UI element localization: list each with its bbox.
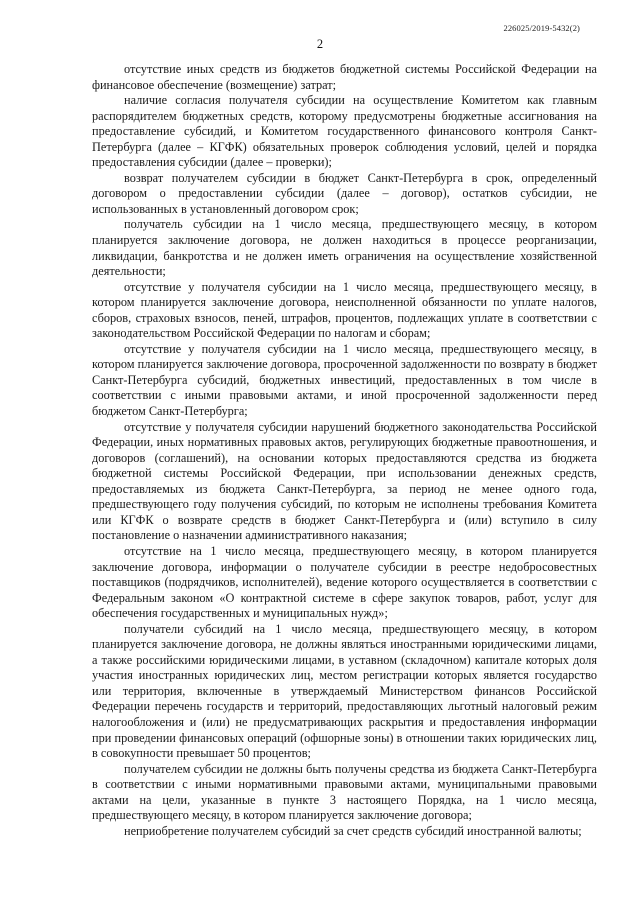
paragraph: отсутствие у получателя субсидии на 1 число месяца, предшествующего месяцу, в котором планируется заключение договора, неисполненной обязанности по уплате налогов, сборов, страховых взносов, пеней, штрафов, процентов, подлежащих уплате в соответствии с законодательством Российской Федерации по налогам и сборам; [92, 279, 597, 341]
page-number: 2 [316, 37, 324, 51]
paragraph: отсутствие на 1 число месяца, предшествующего месяцу, в котором планируется заключение договора, информации о получателе субсидии в реестре недобросовестных поставщиков (подрядчиков, исполнителей), ведение которого осуществляется в соответствии с Федеральным законом «О контрактной системе в сфере закупок товаров, работ, услуг для обеспечения государственных и муниципальных нужд»; [92, 543, 597, 621]
paragraph: получателем субсидии не должны быть получены средства из бюджета Санкт-Петербурга в соответствии с иными нормативными правовыми актами, муниципальными правовыми актами на цели, указанные в пункте 3 настоящего Порядка, на 1 число месяца, предшествующего месяцу, в котором планируется заключение договора; [92, 761, 597, 823]
paragraph: неприобретение получателем субсидий за счет средств субсидий иностранной валюты; [124, 823, 582, 838]
paragraph: возврат получателем субсидии в бюджет Санкт-Петербурга в срок, определенный договором о предоставлении субсидии (далее – договор), остатков субсидии, не использованных в установленный договором срок; [92, 170, 597, 216]
paragraph: отсутствие у получателя субсидии нарушений бюджетного законодательства Российской Федерации, иных нормативных правовых актов, регулирующих бюджетные правоотношения, и договоров (соглашений), на основании которых предоставляются средства из бюджета бюджетной системы Российской Федерации, при использовании денежных средств, предоставляемых из бюджета Санкт-Петербурга, за период не менее одного года, предшествующего году получения субсидий, по которым не исполнены требования Комитета или КГФК о возврате средств в бюджет Санкт-Петербурга и (или) вступило в силу постановление о назначении административного наказания; [92, 419, 597, 543]
paragraph: получатели субсидий на 1 число месяца, предшествующего месяцу, в котором планируется заключение договора, не должны являться иностранными юридическими лицами, а также российскими юридическими лицами, в уставном (складочном) капитале которых доля участия иностранных юридических лиц, местом регистрации которых является государство или территория, включенные в утверждаемый Министерством финансов Российской Федерации перечень государств и территорий, предоставляющих льготный налоговый режим налогообложения и (или) не предусматривающих раскрытия и предоставления информации при проведении финансовых операций (офшорные зоны) в отношении таких юридических лиц, в совокупности превышает 50 процентов; [92, 621, 597, 761]
document-body [92, 62, 597, 839]
paragraph: наличие согласия получателя субсидии на осуществление Комитетом как главным распорядителем бюджетных средств, которому предусмотрены бюджетные ассигнования на предоставление субсидий, и Комитетом государственного финансового контроля Санкт-Петербурга (далее – КГФК) обязательных проверок соблюдения условий, целей и порядка предоставления субсидии (далее – проверки); [92, 93, 597, 170]
paragraph: отсутствие иных средств из бюджетов бюджетной системы Российской Федерации на финансовое обеспечение (возмещение) затрат; [92, 62, 597, 92]
document-id: 226025/2019-5432(2) [503, 23, 580, 33]
paragraph: отсутствие у получателя субсидии на 1 число месяца, предшествующего месяцу, в котором планируется заключение договора, просроченной задолженности по возврату в бюджет Санкт-Петербурга субсидий, бюджетных инвестиций, предоставленных в том числе в соответствии с иными правовыми актами, и иной просроченной задолженности перед бюджетом Санкт-Петербурга; [92, 341, 597, 419]
paragraph: получатель субсидии на 1 число месяца, предшествующего месяцу, в котором планируется заключение договора, не должен находиться в процессе реорганизации, ликвидации, банкротства и не должен иметь ограничения на осуществление хозяйственной деятельности; [92, 217, 597, 279]
